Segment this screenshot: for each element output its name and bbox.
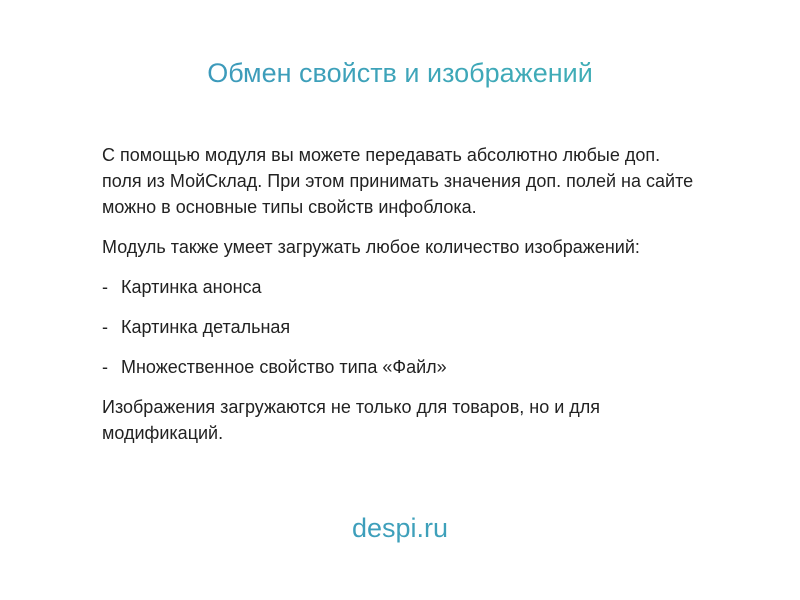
content-body bbox=[102, 142, 702, 460]
list-item-label: Множественное свойство типа «Файл» bbox=[121, 357, 447, 377]
page-title: Обмен свойств и изображений bbox=[0, 55, 800, 91]
list-item-label: Картинка детальная bbox=[121, 317, 291, 337]
list-item bbox=[102, 274, 702, 300]
list-item-label: Картинка анонса bbox=[121, 277, 262, 297]
list-item bbox=[102, 354, 702, 380]
list-marker: - bbox=[102, 357, 108, 377]
list-marker: - bbox=[102, 317, 108, 337]
intro-paragraph: С помощью модуля вы можете передавать абсолютно любые доп. поля из МойСклад. При этом принимать значения доп. полей на сайте можно в основные типы свойств инфоблока. bbox=[102, 145, 694, 217]
list-marker: - bbox=[102, 277, 108, 297]
footer-brand: despi.ru bbox=[0, 510, 800, 546]
closing-paragraph: Изображения загружаются не только для товаров, но и для модификаций. bbox=[102, 397, 601, 443]
list-item bbox=[102, 314, 702, 340]
images-paragraph: Модуль также умеет загружать любое количество изображений: bbox=[102, 237, 640, 257]
image-types-list bbox=[102, 274, 702, 380]
